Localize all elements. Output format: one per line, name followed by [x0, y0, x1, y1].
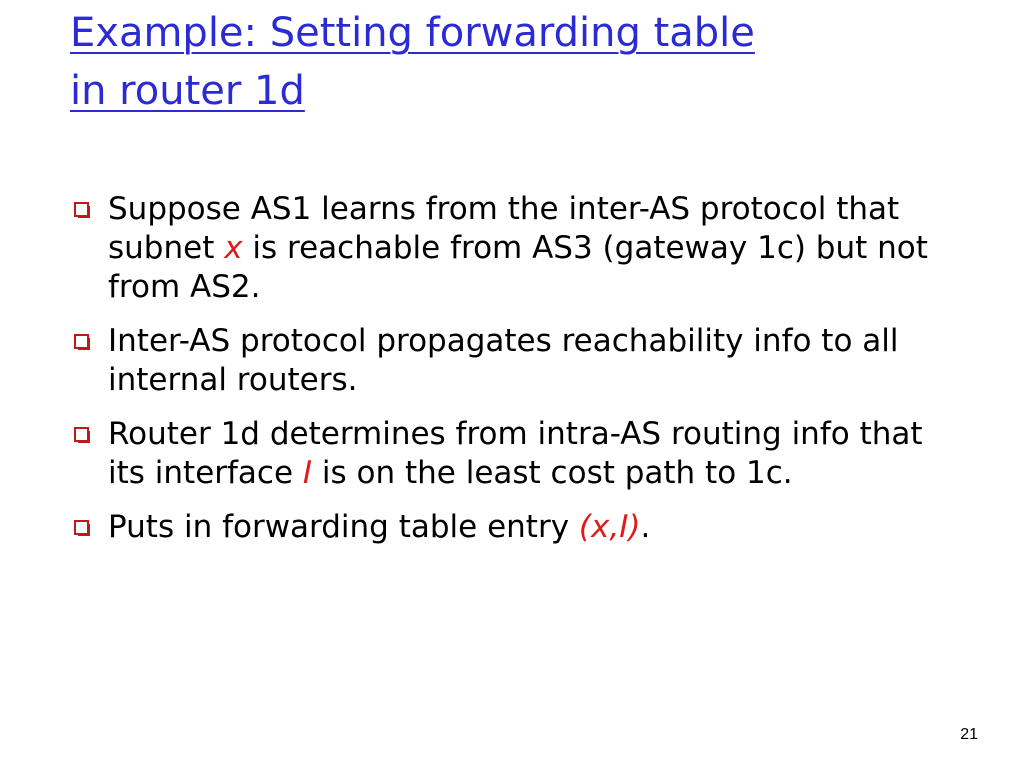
bullet-1-text-b: is reachable from AS3 (gateway 1c) but not from AS2.: [108, 230, 928, 305]
bullet-item-2: [70, 322, 930, 400]
bullet-3-text-b: is on the least cost path to 1c.: [312, 455, 793, 491]
bullet-item-3: [70, 415, 930, 493]
checkbox-bullet-icon: [74, 520, 89, 535]
title-line-1: Example: Setting forwarding table: [70, 10, 755, 56]
checkbox-bullet-icon: [74, 427, 89, 442]
bullet-1-text-a: Suppose AS1 learns from the inter-AS protocol that subnet: [108, 191, 900, 266]
table-entry-emphasis: (x,I): [578, 509, 641, 545]
bullet-item-4: [70, 508, 930, 547]
slide-title: [70, 4, 970, 120]
interface-i-emphasis: I: [302, 455, 313, 491]
bullet-3-text-a: Router 1d determines from intra-AS routing info that its interface: [108, 416, 923, 491]
bullet-2-text: Inter-AS protocol propagates reachability info to all internal routers.: [108, 323, 899, 398]
bullet-4-text-b: .: [640, 509, 651, 545]
bullet-item-1: [70, 190, 930, 307]
bullet-4-text-a: Puts in forwarding table entry: [108, 509, 579, 545]
subnet-x-emphasis: x: [224, 230, 243, 266]
checkbox-bullet-icon: [74, 202, 89, 217]
checkbox-bullet-icon: [74, 334, 89, 349]
bullet-list: [70, 190, 930, 562]
page-number: 21: [960, 726, 978, 743]
title-line-2: in router 1d: [70, 68, 305, 114]
